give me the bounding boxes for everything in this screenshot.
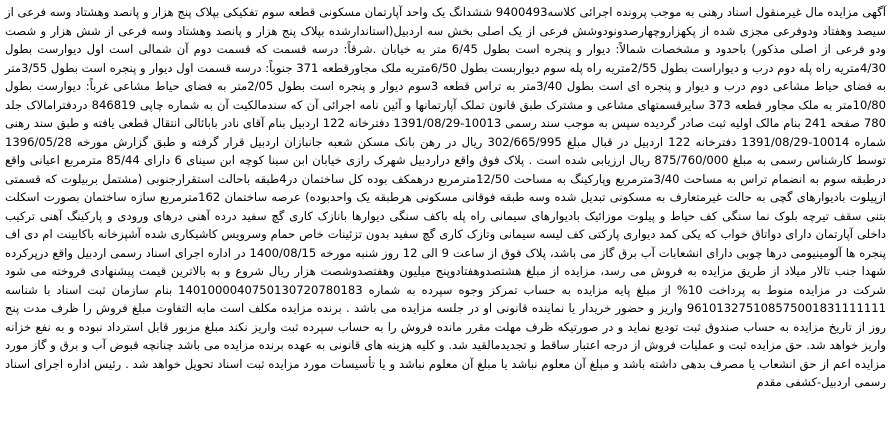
auction-notice-text: آگهی مزایده مال غیرمنقول اسناد رهنی به موجب پرونده اجرائی کلاسه9400493 ششدانگ یک واحد آپارتمان مسکونی قطعه سوم تفکیکی بپلاک پنج هزار و پانصد وهشتاد وسه فرعی از سیصد وهفتاد ودوفرعی مجزی شده از پکهزاروچهارصدونودوشش فرعی از یک اصلی بخش سه اردبیل(استاندارشده بپلاک پنج هزار و پانصد وهشتاد وسه فرعی از شش هزار و شصت ودو فرعی از اصلی مذکور) باحدود و مشخصات شمالاً: دیوار و پنجره است بطول 6/45 متر به خیابان .شرقاً: درسه قسمت که قسمت دوم آن شمالی است اول دیوارست بطول 4/30متریه راه پله دوم درب و دیواراست بطول 2/55متریه راه پله سوم دیواربست بطول 6/50متریه ملک مجاورقطعه 371 جنوباً: درسه قسمت اول دیوار و پنجره است بطول 3/55متر به فضای حیاط مشاعی دوم درب و دیوار و پنجره ای است بطول 3/40متر به تراس قطعه 3سوم دیوار و پنجره است بطول 2/05متر به فضای حیاط مشاعی غرباً: دیوارست بطول 10/80متر به ملک مجاور قطعه 373 سایرقسمتهای مشاعی و مشترک طبق قانون تملک آپارتمانها و آئین نامه اجرائی آن که سندمالکیت آن به شماره چاپی 846819 دردفترامالاک جلد 780 صفحه 241 بنام مالک اولیه ثبت صادر گردیده سپس به موجب سند رسمی 10013-1391/08/29 دفترخانه 122 اردبیل بنام آقای نادر بابائالی انتقال قطعی یافته و طبق سند رهنی شماره 10014-1391/08/29 دفترخانه 122 اردبیل در قبال مبلغ 302/665/995 ریال در رهن بانک مسکن شعبه جانبازان اردبیل قرار گرفته و طبق گزارش مورخه 1396/05/28 توسط کارشناس رسمی به مبلغ 875/760/000 ریال ارزیابی شده است . پلاک فوق واقع دراردبیل شهرک رازی خیابان ابن سینا کوچه ابن سینای 6 دارای 85/44 مترمربع اعیانی واقع درطبقه سوم به انضمام تراس به مساحت 3/40مترمربع وپارکینگ به مساحت 12/50مترمربع درهمکف بوده کل ساختمان در4طبقه باحالت استقرارجنوبی (مشتمل بربیلوت که قسمتی ازپیلوت بادیوارهای گچی به حالت غیرمتعارف به مسکونی تبدیل شده وسه طبقه فوقانی مسکونی هرطبقه یک واحدبوده) عرصه ساختمان 162مترمربع سازه ساختمان بصورت اسکلت بتنی سقف تیرچه بلوک نما سنگی کف حیاط و پیلوت موزائیک بادیوارهای سیمانی راه پله باکف سنگی دیوارها بانازک کاری گچ سفید درده آهنی درهای ورودی و پارکینگ آهنی ترکیب داخلی آپارتمان دارای دواتاق خواب که یکی کمد دیواری پارکتی کف لیسه سیمانی وتازک کاری گچ سفید بدون تزئینات خاص حمام وسرویس کاشیکاری شده آشپزخانه باکابینت ام دی اف پنجره ها آلومینیومی درها چوبی دارای انشعابات آب برق گاز می باشد، پلاک فوق از ساعت 9 الی 12 روز شنبه مورخه 1400/08/15 در اداره اجرای اسناد رسمی اردبیل واقع درپرکرده شهدا جنب تالار میلاد از طریق مزایده به فروش می رسد، مزایده از مبلغ هشتصدوهفتادوپنج میلیون وهفتصدوشصت هزار ریال شروع و به بالاترین قیمت پیشنهادی فروخته می شود شرکت در مزایده منوط به پرداخت 10% از مبلغ پایه مزایده به حساب تمرکز وجوه سپرده به شماره 1401000040750130720780183 بنام سازمان ثبت اسناد با شناسه 961013275108575001831111111 واریز و حضور خریدار یا نماینده قانونی او در جلسه مزایده می باشد . برنده مزایده مکلف است مابه التفاوت مبلغ فروش را ظرف مدت پنج روز از تاریخ مزایده به حساب صندوق ثبت تودیع نماید و در صورتیکه ظرف مهلت مقرر مانده فروش را به حساب سپرده ثبت واریز نکند مبلغ مزبور قابل استرداد نبوده و به نفع خزانه واریز خواهد شد. حق مزایده ثبت و عملیات فروش از درجه اعتبار ساقط و تجدیدمالقید شد. و کلیه هزینه های قانونی به عهده برنده مزایده می باشد چنانچه قبوض آب و برق و گاز مورد مزایده اعم از حق انشعاب یا مصرف بدهی داشته باشد و مبلغ آن معلوم نباشد یا مبلغ آن معلوم نباشد و یا تأسیسات مورد مزایده ثبت اسناد تحویل خواهد شد . رئیس اداره اجرای اسناد رسمی اردبیل-کشفی مقدم: [5, 5, 887, 389]
